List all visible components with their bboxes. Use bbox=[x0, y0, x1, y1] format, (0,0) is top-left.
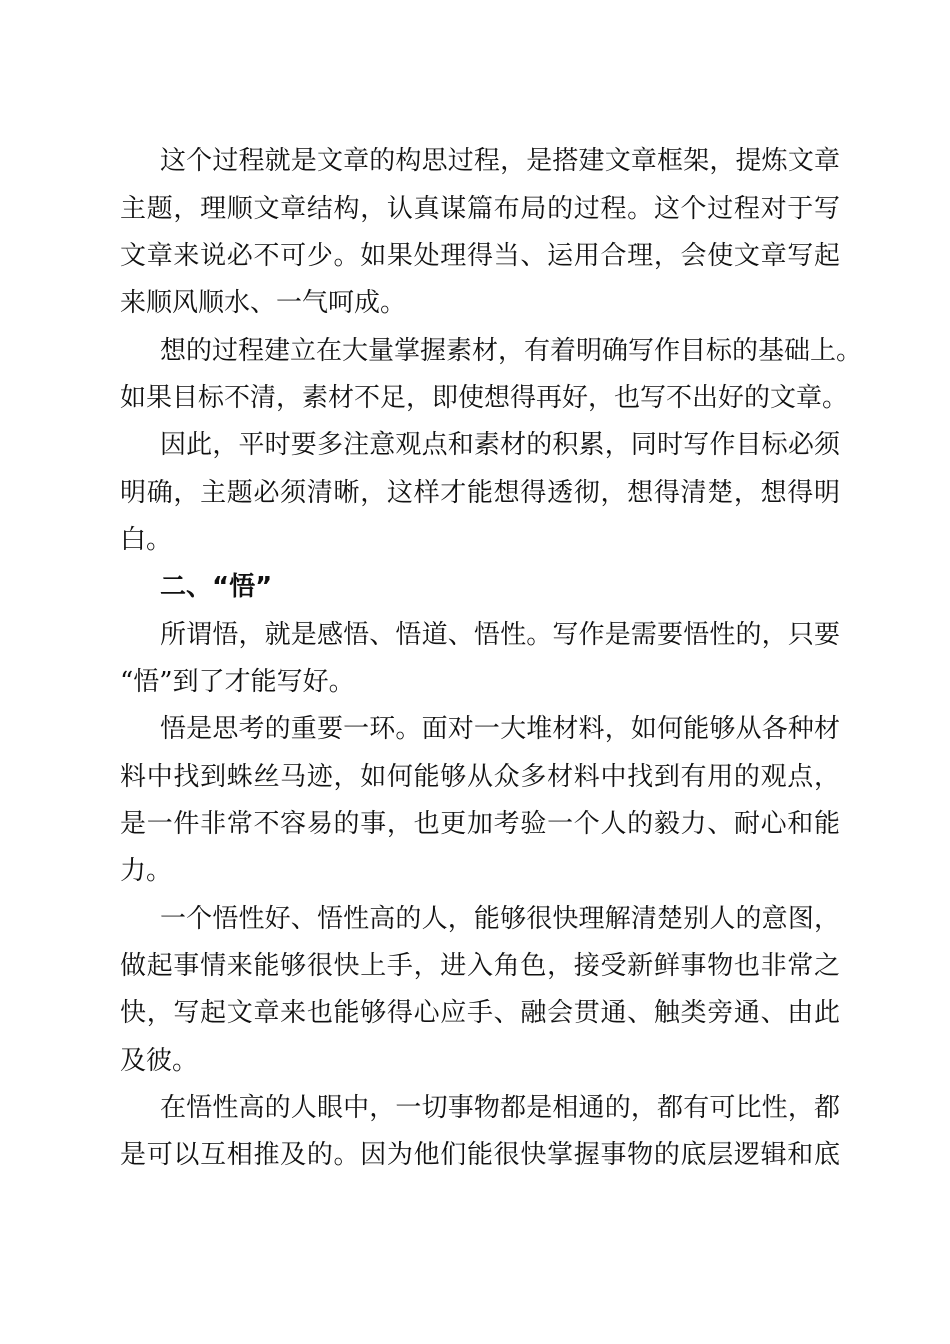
paragraph-2-line-1: 想的过程建立在大量掌握素材，有着明确写作目标的基础上。 bbox=[160, 336, 863, 366]
paragraph-6-line-1: 一个悟性好、悟性高的人，能够很快理解清楚别人的意图， bbox=[160, 904, 840, 934]
paragraph-5-line-2: 料中找到蛛丝马迹，如何能够从众多材料中找到有用的观点， bbox=[120, 762, 840, 792]
paragraph-6-line-3: 快，写起文章来也能够得心应手、融会贯通、触类旁通、由此 bbox=[120, 998, 840, 1028]
paragraph-1-line-3: 文章来说必不可少。如果处理得当、运用合理，会使文章写起 bbox=[120, 241, 840, 271]
section-heading: 二、“悟” bbox=[160, 572, 273, 602]
paragraph-1-line-4: 来顺风顺水、一气呵成。 bbox=[120, 288, 407, 318]
paragraph-1-line-1: 这个过程就是文章的构思过程，是搭建文章框架，提炼文章 bbox=[160, 146, 840, 176]
paragraph-2-line-2: 如果目标不清，素材不足，即使想得再好，也写不出好的文章。 bbox=[120, 383, 849, 413]
paragraph-3-line-1: 因此，平时要多注意观点和素材的积累，同时写作目标必须 bbox=[160, 430, 840, 460]
paragraph-1-line-2: 主题，理顺文章结构，认真谋篇布局的过程。这个过程对于写 bbox=[120, 194, 840, 224]
paragraph-5-line-1: 悟是思考的重要一环。面对一大堆材料，如何能够从各种材 bbox=[160, 714, 840, 744]
paragraph-7-line-1: 在悟性高的人眼中，一切事物都是相通的，都有可比性，都 bbox=[160, 1093, 840, 1123]
paragraph-7-line-2: 是可以互相推及的。因为他们能很快掌握事物的底层逻辑和底 bbox=[120, 1140, 840, 1170]
paragraph-5-line-3: 是一件非常不容易的事，也更加考验一个人的毅力、耐心和能 bbox=[120, 809, 840, 839]
paragraph-5-line-4: 力。 bbox=[120, 856, 173, 886]
paragraph-4-line-1: 所谓悟，就是感悟、悟道、悟性。写作是需要悟性的，只要 bbox=[160, 620, 840, 650]
paragraph-3-line-2: 明确，主题必须清晰，这样才能想得透彻，想得清楚，想得明 bbox=[120, 478, 840, 508]
paragraph-3-line-3: 白。 bbox=[120, 525, 173, 555]
paragraph-6-line-4: 及彼。 bbox=[120, 1046, 199, 1076]
paragraph-6-line-2: 做起事情来能够很快上手，进入角色，接受新鲜事物也非常之 bbox=[120, 951, 840, 981]
paragraph-4-line-2: “悟”到了才能写好。 bbox=[120, 667, 355, 697]
